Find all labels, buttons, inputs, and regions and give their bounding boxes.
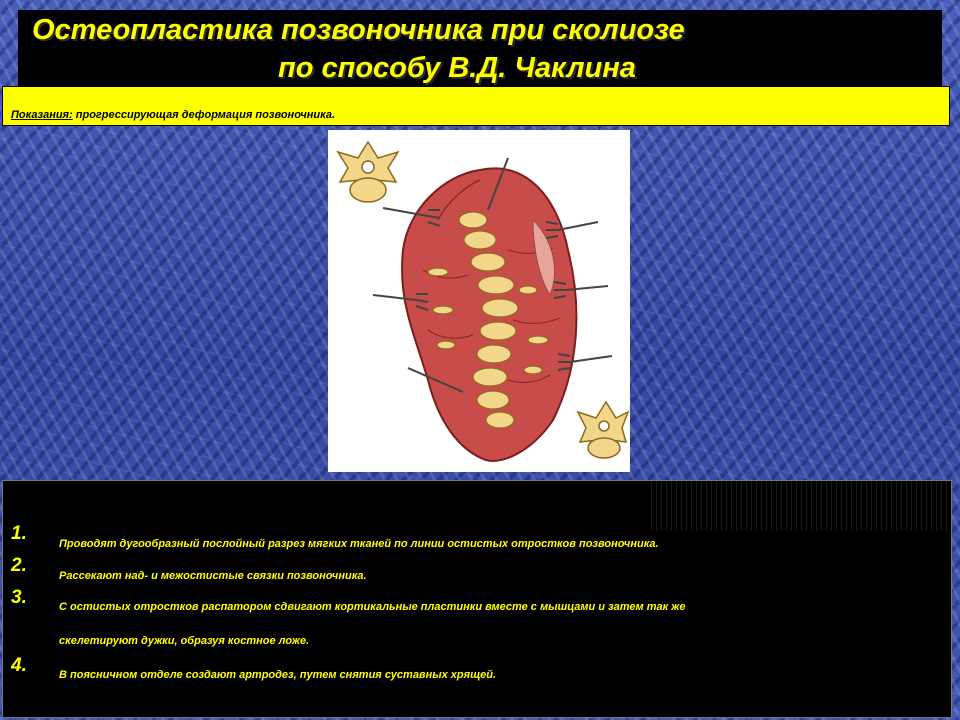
indications-label: Показания: <box>11 109 73 121</box>
spine-surgery-illustration <box>328 130 630 472</box>
slide-title-line-2: по способу В.Д. Чаклина <box>278 52 636 84</box>
indications-value: прогрессирующая деформация позвоночника. <box>72 109 336 121</box>
step-number-4: 4. <box>11 655 27 676</box>
slide-title-line-1: Остеопластика позвоночника при сколиозе <box>32 14 685 46</box>
step-text-3-continued: скелетируют дужки, образуя костное ложе. <box>59 635 310 647</box>
step-number-1: 1. <box>11 523 27 544</box>
spine-surgery-drawing <box>328 130 630 472</box>
steps-panel <box>2 480 952 718</box>
step-text-4: В поясничном отделе создают артродез, путем снятия суставных хрящей. <box>59 669 497 681</box>
decorative-stripes <box>651 481 951 531</box>
title-bar <box>18 10 942 91</box>
step-text-3: С остистых отростков распатором сдвигают кортикальные пластинки вместе с мышцами и затем так же <box>59 601 686 613</box>
step-text-2: Рассекают над- и межостистые связки позвоночника. <box>59 570 367 582</box>
indications-text <box>11 109 335 121</box>
indications-box <box>2 86 950 126</box>
step-text-1: Проводят дугообразный послойный разрез мягких тканей по линии остистых отростков позвоночника. <box>59 538 659 550</box>
step-number-2: 2. <box>11 555 27 576</box>
step-number-3: 3. <box>11 587 27 608</box>
